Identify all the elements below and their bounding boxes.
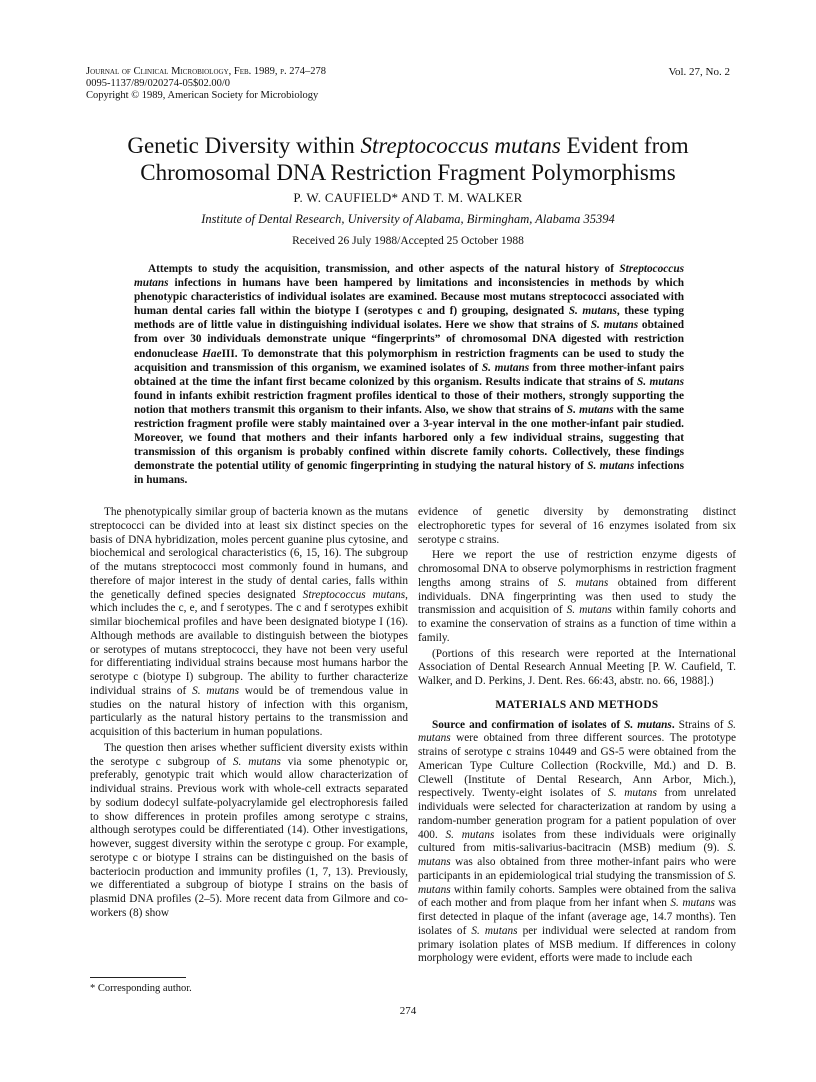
title-text-end: Evident from Chromosomal DNA Restriction Fragment Polymorphisms [140, 133, 689, 185]
journal-header [86, 66, 506, 102]
right-column [418, 506, 736, 968]
footnote: * Corresponding author. [90, 983, 192, 994]
meeting-note: (Portions of this research were reported at the International Association of Dental Research Annual Meeting [P. W. Caufield, T. Walker, and D. Perkins, J. Dent. Res. 66:43, abstr. no. 66, 1988].) [418, 647, 736, 687]
methods-paragraph-1: Source and confirmation of isolates of S. mutans. Strains of S. mutans were obtained from three different sources. The prototype strains of serotype c strains 10449 and GS-5 were obtained from the American Type Culture Collection (Rockville, Md.) and D. B. Clewell (Institute of Dental Research, Ann Arbor, Mich.), respectively. Twenty-eight isolates of S. mutans from unrelated individuals were selected for characterization at random by using a random-number generation program for a patient population of over 400. S. mutans isolates from these individuals were originally cultured from mitis-salivarius-bacitracin (MSB) medium (9). S. mutans was also obtained from three mother-infant pairs who were participants in an epidemiological trial studying the transmission of S. mutans within family cohorts. Samples were obtained from the saliva of each mother and from plaque from her infant when S. mutans was first detected in plaque of the infant (average age, 14.7 months). Ten isolates of S. mutans per individual were selected at random from primary isolation plates of MSB medium. If differences in colony morphology were evident, efforts were made to include each [418, 718, 737, 965]
issn-line: 0095-1137/89/020274-05$02.00/0 [86, 78, 230, 89]
title-species: Streptococcus mutans [360, 133, 561, 158]
section-heading: MATERIALS AND METHODS [495, 698, 659, 711]
intro-paragraph-3: Here we report the use of restriction enzyme digests of chromosomal DNA to observe polymorphisms in restriction fragment lengths among strains of S. mutans obtained from different individuals. DNA fingerprinting was then used to study the transmission and acquisition of S. mutans within family cohorts and to examine the conservation of strains as a function of time within a family. [418, 549, 736, 644]
page-number: 274 [399, 1005, 417, 1017]
intro-paragraph-continued: evidence of genetic diversity by demonstrating distinct electrophoretic types for several of 16 enzymes isolated from six serotype c strains. [418, 506, 736, 546]
journal-citation: Journal of Clinical Microbiology, Feb. 1989, p. 274–278 [86, 66, 327, 77]
intro-paragraph-2: The question then arises whether sufficient diversity exists within the serotype c subgroup of S. mutans via some phenotypic or, preferably, genotypic trait which would allow characterization of individual strains. Previous work with whole-cell extracts separated by sodium dodecyl sulfate-polyacrylamide gel electrophoresis failed to show differences in protein profiles among serotype c strains, although serotypes could be differentiated (14). Other investigations, however, suggest diversity within the serotype c group. For example, serotype c or biotype I strains can be distinguished on the basis of bacteriocin production and immunity profiles (1, 7, 13). Previously, we differentiated a subgroup of biotype I strains on the basis of plasmid DNA profiles (2–5). More recent data from Gilmore and co-workers (8) show [90, 741, 408, 919]
footnote-rule [90, 977, 186, 978]
copyright-line: Copyright © 1989, American Society for Microbiology [86, 90, 319, 101]
received-dates: Received 26 July 1988/Accepted 25 October 1988 [292, 235, 524, 247]
affiliation: Institute of Dental Research, University of Alabama, Birmingham, Alabama 35394 [201, 212, 615, 226]
authors: P. W. CAUFIELD* AND T. M. WALKER [293, 190, 523, 205]
intro-paragraph-1: The phenotypically similar group of bacteria known as the mutans streptococci can be divided into at least six distinct species on the basis of DNA hybridization, moles percent guanine plus cytosine, and biochemical and serological characteristics (6, 15, 16). The subgroup of the mutans streptococci most commonly found in humans, and therefore of major interest in the study of dental caries, falls within the genetically defined species designated Streptococcus mutans, which includes the c, e, and f serotypes. The c and f serotypes exhibit similar biochemical profiles and have been designated biotype I (16). Although methods are available to distinguish between the biotypes or serotypes of mutans streptococci, they have not been very useful for differentiating individual strains because most humans harbor the serotype c (biotype I) subgroup. The ability to further characterize individual strains of S. mutans would be of tremendous value in studies on the natural history of infection with this organism, particularly as the natural history pertains to the transmission and acquisition of this bacterium in human populations. [90, 506, 409, 738]
title-text: Genetic Diversity within [127, 133, 361, 158]
volume-issue: Vol. 27, No. 2 [668, 66, 730, 78]
subsection-title: Source and confirmation of isolates of S. mutans. [432, 718, 675, 731]
abstract: Attempts to study the acquisition, transmission, and other aspects of the natural history of Streptococcus mutans infections in humans have been hampered by limitations and inconsistencies in methods by which phenotypic characteristics of individual isolates are examined. Because most mutans streptococci associated with human dental caries fall within the biotype I (serotypes c and f) grouping, designated S. mutans, these typing methods are of little value in distinguishing individual isolates. Here we show that strains of S. mutans obtained from over 30 individuals demonstrate unique “fingerprints” of chromosomal DNA digested with restriction endonuclease HaeIII. To demonstrate that this polymorphism in restriction fragments can be used to study the acquisition and transmission of this organism, we examined isolates of S. mutans from three mother-infant pairs obtained at the time the infant first became colonized by this organism. Results indicate that strains of S. mutans found in infants exhibit restriction fragment profiles identical to those of their mothers, strongly supporting the notion that mothers transmit this organism to their infants. Also, we show that strains of S. mutans with the same restriction fragment profile were stably maintained over a 3-year interval in the one mother-infant pair studied. Moreover, we found that mothers and their infants harbored only a few individual strains, suggesting that transmission of this organism is probably confined within discrete family cohorts. Collectively, these findings demonstrate the potential utility of genomic fingerprinting in studying the natural history of S. mutans infections in humans. [134, 263, 685, 487]
article-title [60, 132, 756, 186]
left-column [90, 506, 408, 923]
